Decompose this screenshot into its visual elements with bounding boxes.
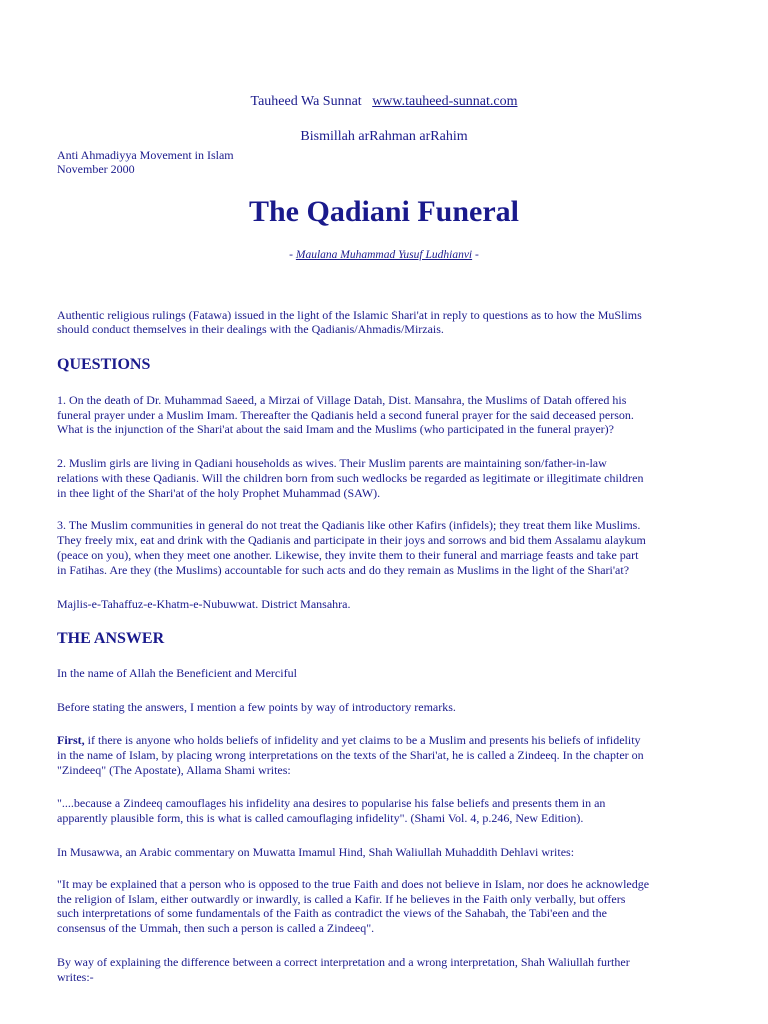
shami-quote-line: "....because a Zindeeq camouflages his infidelity ana desires to popularise his false beliefs and presents them in an: [57, 796, 606, 810]
first-point-line: "Zindeeq" (The Apostate), Allama Shami writes:: [57, 763, 291, 777]
answer-heading: THE ANSWER: [57, 630, 165, 647]
intro-line: should conduct themselves in their dealings with the Qadianis/Ahmadis/Mirzais.: [57, 322, 444, 336]
question-1-line: 1. On the death of Dr. Muhammad Saeed, a Mirzai of Village Datah, Dist. Mansahra, the Muslims of Datah offered his: [57, 393, 627, 407]
question-2-line: in thee light of the Shari'at of the holy Prophet Muhammad (SAW).: [57, 486, 381, 500]
answer-paragraph: Before stating the answers, I mention a few points by way of introductory remarks.: [57, 700, 456, 714]
question-1-line: funeral prayer under a Muslim Imam. Thereafter the Qadianis held a second funeral prayer for the said deceased person.: [57, 408, 634, 422]
waliullah-quote-line: the religion of Islam, either outwardly or inwardly, is called a Kafir. If he believes in the Faith only verbally, but offers: [57, 892, 626, 906]
author-link[interactable]: Maulana Muhammad Yusuf Ludhianvi: [295, 249, 473, 261]
intro-line: Authentic religious rulings (Fatawa) issued in the light of the Islamic Shari'at in reply to questions as to how the MuSlims: [57, 308, 642, 322]
shami-quote-line: apparently plausible form, this is what is called camouflaging infidelity". (Shami Vol. 4, p.246, New Edition).: [57, 811, 584, 825]
answer-paragraph: In Musawwa, an Arabic commentary on Muwatta Imamul Hind, Shah Waliullah Muhaddith Dehlavi writes:: [57, 845, 575, 859]
questions-signature: Majlis-e-Tahaffuz-e-Khatm-e-Nubuwwat. District Mansahra.: [57, 597, 351, 611]
site-name: Tauheed Wa Sunnat: [250, 94, 362, 109]
waliullah-quote-line: consensus of the Ummah, then such a person is called a Zindeeq".: [57, 921, 375, 935]
question-3-line: (peace on you), when they meet one another. Likewise, they invite them to their funeral and marriage feasts and take part: [57, 548, 639, 562]
answer-closing-line: By way of explaining the difference between a correct interpretation and a wrong interpretation, Shah Waliullah further: [57, 955, 630, 969]
author-line: [0, 249, 768, 261]
first-point-line: [57, 733, 641, 748]
publication-date: November 2000: [57, 162, 135, 176]
question-3-line: They freely mix, eat and drink with the Qadianis and participate in their joys and sorrows and bid them Assalamu alaykum: [57, 533, 646, 547]
page-title: The Qadiani Funeral: [248, 195, 520, 228]
site-header: [0, 94, 768, 110]
questions-heading: QUESTIONS: [57, 356, 151, 373]
question-2-line: 2. Muslim girls are living in Qadiani households as wives. Their Muslim parents are maintaining son/father-in-law: [57, 456, 607, 470]
org-name: Anti Ahmadiyya Movement in Islam: [57, 148, 234, 162]
first-point-line: in the name of Islam, by placing wrong interpretations on the texts of the Shari'at, he is called a Zindeeq. In the chapter on: [57, 748, 644, 762]
author-suffix: -: [472, 249, 479, 261]
first-label: First,: [57, 733, 85, 747]
first-point-text: if there is anyone who holds beliefs of infidelity and yet claims to be a Muslim and presents his beliefs of infidelity: [84, 733, 641, 747]
waliullah-quote-line: "It may be explained that a person who is opposed to the true Faith and does not believe in Islam, nor does he acknowledge: [57, 877, 650, 891]
waliullah-quote-line: such interpretations of some fundamentals of the Faith as contradict the views of the Sahabah, the Tabi'een and the: [57, 906, 607, 920]
question-1-line: What is the injunction of the Shari'at about the said Imam and the Muslims (who participated in the funeral prayer)?: [57, 422, 614, 436]
question-3-line: 3. The Muslim communities in general do not treat the Qadianis like other Kafirs (infidels); they treat them like Muslims.: [57, 518, 641, 532]
bismillah: Bismillah arRahman arRahim: [300, 129, 468, 144]
answer-closing-line: writes:-: [57, 970, 94, 984]
site-url-link[interactable]: www.tauheed-sunnat.com: [372, 94, 518, 109]
answer-paragraph: In the name of Allah the Beneficient and Merciful: [57, 666, 297, 680]
question-3-line: in Fatihas. Are they (the Muslims) accountable for such acts and do they remain as Muslims in the light of the Shari'at?: [57, 563, 630, 577]
author-prefix: -: [289, 249, 296, 261]
question-2-line: relations with these Qadianis. Will the children born from such wedlocks be regarded as legitimate or illegitimate children: [57, 471, 644, 485]
